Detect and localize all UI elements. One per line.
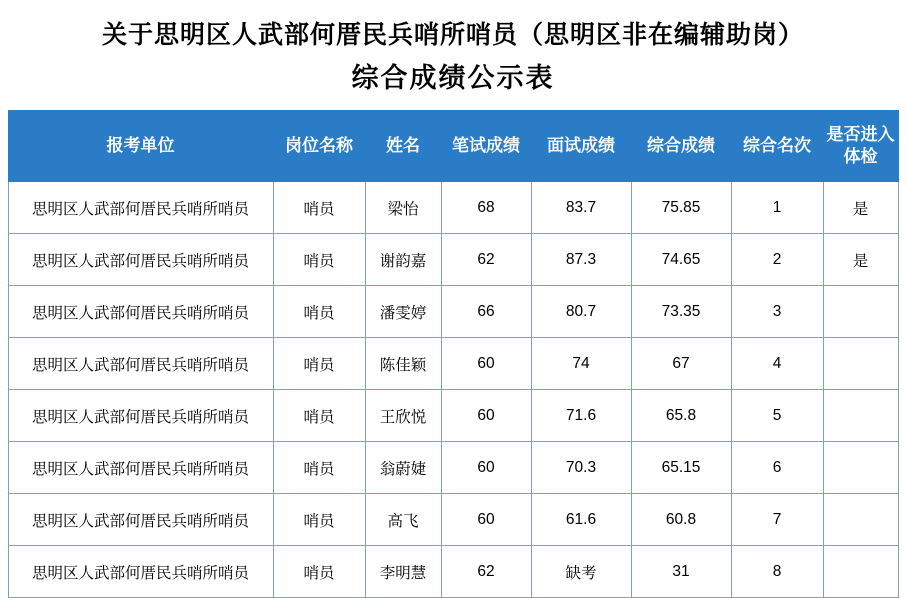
column-header-written-score: 笔试成绩 xyxy=(441,111,531,182)
cell-rank: 3 xyxy=(731,286,823,338)
cell-total-score: 74.65 xyxy=(631,234,731,286)
cell-interview-score: 74 xyxy=(531,338,631,390)
cell-post: 哨员 xyxy=(273,338,365,390)
cell-rank: 5 xyxy=(731,390,823,442)
cell-rank: 8 xyxy=(731,546,823,598)
cell-written-score: 60 xyxy=(441,494,531,546)
cell-post: 哨员 xyxy=(273,234,365,286)
table-row xyxy=(8,234,898,286)
cell-total-score: 67 xyxy=(631,338,731,390)
column-header-rank: 综合名次 xyxy=(731,111,823,182)
cell-physical-exam: 是 xyxy=(823,234,898,286)
cell-name: 陈佳颖 xyxy=(365,338,441,390)
document-title xyxy=(0,0,906,98)
cell-physical-exam xyxy=(823,546,898,598)
cell-total-score: 65.8 xyxy=(631,390,731,442)
cell-post: 哨员 xyxy=(273,442,365,494)
cell-physical-exam xyxy=(823,494,898,546)
table-row xyxy=(8,390,898,442)
cell-total-score: 60.8 xyxy=(631,494,731,546)
cell-post: 哨员 xyxy=(273,286,365,338)
cell-unit: 思明区人武部何厝民兵哨所哨员 xyxy=(8,390,273,442)
cell-written-score: 66 xyxy=(441,286,531,338)
cell-name: 梁怡 xyxy=(365,182,441,234)
cell-physical-exam xyxy=(823,286,898,338)
column-header-unit: 报考单位 xyxy=(8,111,273,182)
cell-name: 谢韵嘉 xyxy=(365,234,441,286)
column-header-total-score: 综合成绩 xyxy=(631,111,731,182)
cell-interview-score: 70.3 xyxy=(531,442,631,494)
cell-interview-score: 缺考 xyxy=(531,546,631,598)
cell-post: 哨员 xyxy=(273,546,365,598)
column-header-post: 岗位名称 xyxy=(273,111,365,182)
title-line-2: 综合成绩公示表 xyxy=(351,63,555,93)
cell-interview-score: 80.7 xyxy=(531,286,631,338)
cell-unit: 思明区人武部何厝民兵哨所哨员 xyxy=(8,182,273,234)
cell-written-score: 62 xyxy=(441,234,531,286)
table-body xyxy=(8,182,898,598)
cell-post: 哨员 xyxy=(273,182,365,234)
cell-rank: 1 xyxy=(731,182,823,234)
title-line-1: 关于思明区人武部何厝民兵哨所哨员（思明区非在编辅助岗） xyxy=(101,21,804,49)
cell-interview-score: 83.7 xyxy=(531,182,631,234)
cell-unit: 思明区人武部何厝民兵哨所哨员 xyxy=(8,234,273,286)
cell-post: 哨员 xyxy=(273,390,365,442)
cell-physical-exam xyxy=(823,338,898,390)
column-header-physical-exam: 是否进入体检 xyxy=(823,111,898,182)
cell-name: 潘雯婷 xyxy=(365,286,441,338)
cell-interview-score: 61.6 xyxy=(531,494,631,546)
table-row xyxy=(8,546,898,598)
cell-written-score: 60 xyxy=(441,390,531,442)
cell-interview-score: 87.3 xyxy=(531,234,631,286)
cell-unit: 思明区人武部何厝民兵哨所哨员 xyxy=(8,546,273,598)
cell-total-score: 31 xyxy=(631,546,731,598)
cell-unit: 思明区人武部何厝民兵哨所哨员 xyxy=(8,442,273,494)
cell-total-score: 75.85 xyxy=(631,182,731,234)
cell-name: 李明慧 xyxy=(365,546,441,598)
cell-physical-exam xyxy=(823,390,898,442)
table-row xyxy=(8,182,898,234)
column-header-name: 姓名 xyxy=(365,111,441,182)
cell-unit: 思明区人武部何厝民兵哨所哨员 xyxy=(8,494,273,546)
cell-rank: 7 xyxy=(731,494,823,546)
cell-post: 哨员 xyxy=(273,494,365,546)
cell-rank: 2 xyxy=(731,234,823,286)
table-header xyxy=(8,111,898,182)
cell-rank: 4 xyxy=(731,338,823,390)
cell-total-score: 65.15 xyxy=(631,442,731,494)
cell-physical-exam: 是 xyxy=(823,182,898,234)
cell-physical-exam xyxy=(823,442,898,494)
table-row xyxy=(8,338,898,390)
cell-name: 高飞 xyxy=(365,494,441,546)
cell-total-score: 73.35 xyxy=(631,286,731,338)
cell-name: 翁蔚婕 xyxy=(365,442,441,494)
column-header-interview-score: 面试成绩 xyxy=(531,111,631,182)
cell-unit: 思明区人武部何厝民兵哨所哨员 xyxy=(8,338,273,390)
grades-table xyxy=(8,110,899,598)
cell-rank: 6 xyxy=(731,442,823,494)
table-row xyxy=(8,442,898,494)
cell-written-score: 62 xyxy=(441,546,531,598)
cell-unit: 思明区人武部何厝民兵哨所哨员 xyxy=(8,286,273,338)
cell-written-score: 60 xyxy=(441,338,531,390)
table-row xyxy=(8,286,898,338)
table-header-row xyxy=(8,111,898,182)
cell-interview-score: 71.6 xyxy=(531,390,631,442)
cell-written-score: 60 xyxy=(441,442,531,494)
cell-written-score: 68 xyxy=(441,182,531,234)
cell-name: 王欣悦 xyxy=(365,390,441,442)
table-row xyxy=(8,494,898,546)
